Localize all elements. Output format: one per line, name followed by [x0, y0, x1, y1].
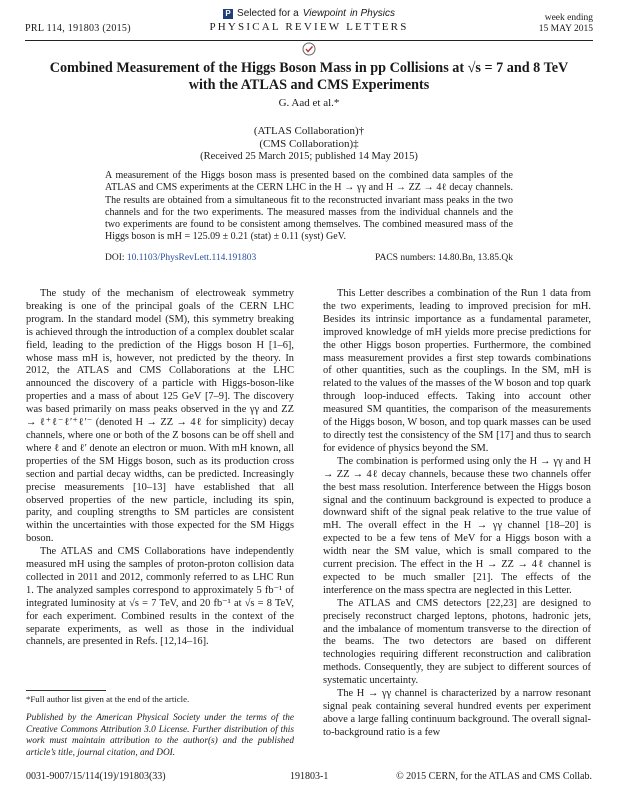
doi-label: DOI:: [105, 253, 127, 263]
atlas-collaboration: (ATLAS Collaboration)†: [253, 125, 365, 137]
right-column: [323, 288, 591, 740]
crossmark-icon[interactable]: [298, 42, 320, 58]
license-notice: Published by the American Physical Society under the terms of the Creative Commons Attribution 3.0 License. Further distribution of this work must maintain attribution to the author(s) and the published article’s title, journal citation, and DOI.: [26, 713, 294, 758]
viewpoint-link[interactable]: Viewpoint: [302, 8, 346, 19]
received-date: (Received 25 March 2015; published 14 May 2015): [200, 151, 418, 162]
viewpoint-line[interactable]: [180, 8, 438, 19]
header-rule: [25, 40, 593, 41]
week-label: week ending: [544, 13, 593, 23]
title-line-2: with the ATLAS and CMS Experiments: [188, 77, 430, 93]
abstract: A measurement of the Higgs boson mass is presented based on the combined data samples of the ATLAS and CMS experiments at the CERN LHC in the H → γγ and H → ZZ → 4ℓ decay channels. The results are obtained from a simultaneous fit to the reconstructed invariant mass peaks in the two channels and for the two experiments. The measured masses from the individual channels and the two experiments are found to be consistent among themselves. The combined measured mass of the Higgs boson is mH = 125.09 ± 0.21 (stat) ± 0.11 (syst) GeV.: [105, 170, 513, 243]
footer-copyright: © 2015 CERN, for the ATLAS and CMS Collab.: [396, 771, 592, 782]
title-line-1: Combined Measurement of the Higgs Boson Mass in pp Collisions at √s = 7 and 8 TeV: [49, 60, 569, 76]
doi-link[interactable]: 10.1103/PhysRevLett.114.191803: [126, 253, 257, 263]
viewpoint-suffix: in Physics: [349, 8, 395, 19]
header-journal-block: [180, 8, 438, 33]
header-citation: PRL 114, 191803 (2015): [25, 23, 131, 34]
cms-collaboration: (CMS Collaboration)‡: [259, 138, 359, 150]
left-column: [26, 288, 294, 649]
pacs-numbers: PACS numbers: 14.80.Bn, 13.85.Qk: [375, 253, 513, 263]
week-date: 15 MAY 2015: [538, 24, 593, 34]
right-paragraph-2: The combination is performed using only the H → γγ and H → ZZ → 4ℓ decay channels, because these two channels offer the best mass resolution. Interference between the Higgs boson signal and the continuum background is expected to produce a downward shift of the signal peak relative to the true value of mH. The overall effect in the H → γγ channel [18–20] is expected to be a few tens of MeV for a Higgs boson with a width near the SM value, which is small compared to the current precision. The effect in the H → ZZ → 4ℓ channel is expected to be much smaller [21]. The effects of the interference on the mass spectra are neglected in this Letter.: [323, 455, 591, 596]
footnote: *Full author list given at the end of the article.: [26, 694, 190, 704]
left-paragraph-1: The study of the mechanism of electroweak symmetry breaking is one of the principal goals of the CERN LHC program. In the standard model (SM), this symmetry breaking is achieved through the introduction of a complex doublet scalar field, leading to the prediction of the Higgs boson H [1–6], whose mass mH is, however, not predicted by the theory. In 2012, the ATLAS and CMS Collaborations at the LHC announced the discovery of a particle with Higgs-boson-like properties and a mass of about 125 GeV [7–9]. The discovery was based primarily on mass peaks observed in the γγ and ZZ → ℓ⁺ℓ⁻ℓ′⁺ℓ′⁻ (denoted H → ZZ → 4ℓ for simplicity) decay channels, where one or both of the Z bosons can be off shell and where ℓ and ℓ′ denote an electron or muon. With mH known, all properties of the SM Higgs boson, such as its production cross section and partial decay widths, can be predicted. Increasingly precise measurements [10–13] have established that all observed properties of the new particle, including its spin, parity, and coupling strengths to SM particles are consistent within the uncertainties with those expected for the SM Higgs boson.: [26, 288, 294, 545]
journal-name: PHYSICAL REVIEW LETTERS: [209, 21, 409, 33]
viewpoint-badge-icon: P: [223, 9, 233, 19]
footer-page-number: 191803-1: [290, 771, 329, 782]
authors: G. Aad et al.*: [278, 97, 340, 109]
header-week: [539, 13, 593, 35]
right-paragraph-3: The ATLAS and CMS detectors [22,23] are designed to precisely reconstruct charged leptons, photons, hadronic jets, and the imbalance of momentum transverse to the direction of the beams. The two detectors are based on different technologies requiring different reconstruction and calibration methods. Consequently, they are subject to different sources of systematic uncertainty.: [323, 597, 591, 687]
footer-issn: 0031-9007/15/114(19)/191803(33): [26, 771, 166, 782]
doi-pacs-line: [105, 253, 513, 263]
left-paragraph-2: The ATLAS and CMS Collaborations have independently measured mH using the samples of proton-proton collision data collected in 2011 and 2012, commonly referred to as LHC Run 1. The analyzed samples correspond to approximately 5 fb⁻¹ of integrated luminosity at √s = 7 TeV, and 20 fb⁻¹ at √s = 8 TeV, for each experiment. Combined results in the context of the separate experiments, as well as those in the individual channels, are presented in Refs. [12,14–16].: [26, 546, 294, 648]
right-paragraph-4: The H → γγ channel is characterized by a narrow resonant signal peak containing several hundred events per experiment above a large falling continuum background. The overall signal-to-background ratio is a few: [323, 688, 591, 738]
doi: [105, 253, 256, 263]
footnote-rule: [26, 690, 106, 691]
right-paragraph-1: This Letter describes a combination of the Run 1 data from the two experiments, leading to improved precision for mH. Besides its intrinsic importance as a fundamental parameter, improved knowledge of mH yields more precise predictions for the other Higgs boson properties. Furthermore, the combined mass measurement provides a first step towards combinations of other quantities, such as the couplings. In the SM, mH is related to the values of the masses of the W boson and top quark through loop-induced effects. Taking into account other measured SM quantities, the comparison of the measurements of the Higgs boson, W boson, and top quark masses can be used to directly test the consistency of the SM [17] and thus to search for evidence of physics beyond the SM.: [323, 288, 591, 454]
viewpoint-prefix: Selected for a: [237, 8, 299, 19]
article-title: [40, 60, 578, 94]
